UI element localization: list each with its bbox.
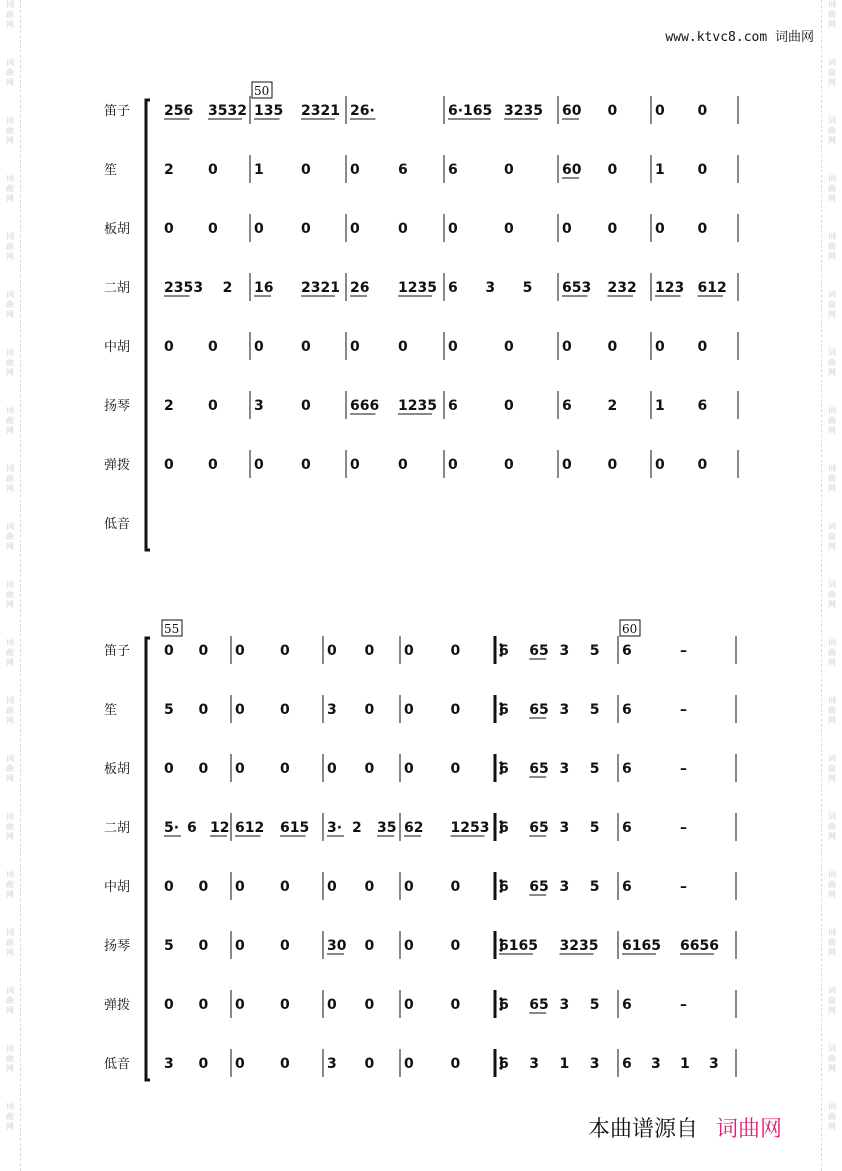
side-watermark-text: 词 曲 网 <box>828 1102 836 1131</box>
note-group: 0 <box>280 702 290 718</box>
note-group: 1 <box>680 1056 690 1072</box>
side-watermark-text: 词 曲 网 <box>6 1044 14 1073</box>
side-watermark-text: 词 曲 网 <box>6 696 14 725</box>
note-group: 5 <box>522 280 533 296</box>
source-brand: 词曲网 <box>716 1117 783 1142</box>
side-watermark-text: 词 曲 网 <box>6 1102 14 1131</box>
system-2 <box>0 610 842 1110</box>
note-group: 0 <box>235 1056 245 1072</box>
side-watermark-text: 词 曲 网 <box>6 58 14 87</box>
note-group: 0 <box>364 879 375 895</box>
note-group: – <box>680 820 687 836</box>
note-group: 5 <box>589 643 600 659</box>
note-group: 0 <box>607 221 618 237</box>
note-group: 0 <box>562 339 572 355</box>
note-group: 0 <box>404 761 414 777</box>
note-group: 0 <box>327 643 337 659</box>
note-group: 6 <box>622 643 632 659</box>
note-group: 0 <box>327 879 337 895</box>
note-group: 0 <box>364 938 375 954</box>
note-group: 0 <box>450 761 461 777</box>
note-group: 0 <box>450 938 461 954</box>
instrument-name: 低音 <box>104 517 131 532</box>
note-group: 0 <box>301 162 311 178</box>
note-group: 653 <box>562 280 592 296</box>
note-group: 0 <box>404 938 414 954</box>
note-group: 0 <box>254 457 264 473</box>
note-group: 123 <box>655 280 685 296</box>
note-group: 0 <box>607 103 618 119</box>
side-watermark-text: 词 曲 网 <box>6 348 14 377</box>
note-group: 0 <box>448 221 458 237</box>
note-group: 6 <box>499 879 509 895</box>
side-watermark-text: 词 曲 网 <box>6 406 14 435</box>
note-group: 26 <box>350 280 370 296</box>
note-group: – <box>680 761 687 777</box>
note-group: 0 <box>164 997 174 1013</box>
note-group: 5 <box>589 820 600 836</box>
side-watermark-text: 词 曲 网 <box>828 638 836 667</box>
note-group: 0 <box>655 103 665 119</box>
note-group: 1 <box>254 162 264 178</box>
instrument-name: 扬琴 <box>104 939 131 954</box>
note-group: 6165 <box>622 938 661 954</box>
note-group: 3 <box>559 820 570 836</box>
note-group: 0 <box>655 457 665 473</box>
note-group: 6 <box>448 280 458 296</box>
side-watermark-text: 词 曲 网 <box>828 0 836 29</box>
note-group: 6 <box>499 761 509 777</box>
note-group: 0 <box>504 457 514 473</box>
note-group: 35 <box>377 820 397 836</box>
note-group: 3235 <box>504 103 543 119</box>
side-watermark-text: 词 曲 网 <box>828 116 836 145</box>
note-group: 2 <box>164 162 174 178</box>
note-group: 0 <box>450 702 461 718</box>
source-prefix: 本曲谱源自 <box>588 1117 699 1142</box>
note-group: 0 <box>504 162 514 178</box>
note-group: 0 <box>164 643 174 659</box>
instrument-name: 二胡 <box>104 821 131 836</box>
side-watermark-text: 词 曲 网 <box>6 754 14 783</box>
note-group: 2321 <box>301 103 340 119</box>
note-group: 0 <box>562 457 572 473</box>
note-group: 0 <box>198 879 209 895</box>
note-group: 0 <box>280 643 290 659</box>
note-group: 0 <box>450 879 461 895</box>
side-watermark-text: 词 曲 网 <box>828 928 836 957</box>
note-group: 16 <box>254 280 274 296</box>
note-group: 6 <box>622 997 632 1013</box>
note-group: 0 <box>607 339 618 355</box>
source-credit <box>588 1112 782 1143</box>
note-group: 0 <box>697 221 708 237</box>
note-group: 0 <box>504 221 514 237</box>
note-group: 0 <box>450 1056 461 1072</box>
note-group: 2321 <box>301 280 340 296</box>
note-group: 0 <box>198 761 209 777</box>
system-bracket <box>146 638 150 1080</box>
note-group: 0 <box>404 997 414 1013</box>
note-group: 3 <box>327 1056 337 1072</box>
side-watermark-text: 词 曲 网 <box>6 580 14 609</box>
note-group: 0 <box>235 702 245 718</box>
side-watermark-text: 词 曲 网 <box>828 232 836 261</box>
note-group: 0 <box>364 643 375 659</box>
note-group: 2 <box>164 398 174 414</box>
note-group: 0 <box>254 339 264 355</box>
side-watermark-text: 词 曲 网 <box>828 870 836 899</box>
note-group: 256 <box>164 103 194 119</box>
note-group: 0 <box>450 643 461 659</box>
instrument-name: 笛子 <box>104 104 131 119</box>
note-group: 0 <box>448 457 458 473</box>
note-group: 0 <box>398 339 408 355</box>
note-group: 5 <box>164 702 174 718</box>
instrument-name: 弹拨 <box>104 458 131 473</box>
note-group: 3 <box>559 761 570 777</box>
side-watermark-text: 词 曲 网 <box>6 174 14 203</box>
note-group: 0 <box>164 221 174 237</box>
note-group: 3 <box>193 280 204 296</box>
note-group: 3 <box>164 1056 174 1072</box>
instrument-name: 中胡 <box>104 880 131 895</box>
note-group: 612 <box>235 820 265 836</box>
note-group: 6 <box>448 162 458 178</box>
note-group: 0 <box>327 761 337 777</box>
note-group: 3 <box>485 280 496 296</box>
note-group: 6 <box>622 820 632 836</box>
note-group: 30 <box>327 938 347 954</box>
side-watermark-text: 词 曲 网 <box>828 696 836 725</box>
note-group: 6·165 <box>448 103 493 119</box>
side-watermark-text: 词 曲 网 <box>6 0 14 29</box>
note-group: 0 <box>655 339 665 355</box>
note-group: 6 <box>448 398 458 414</box>
note-group: 3· <box>327 820 343 836</box>
note-group: 0 <box>164 761 174 777</box>
note-group: 0 <box>208 339 218 355</box>
instrument-name: 笙 <box>104 703 118 718</box>
note-group: 65 <box>529 643 549 659</box>
note-group: 0 <box>404 879 414 895</box>
note-group: 6656 <box>680 938 719 954</box>
note-group: 65 <box>529 702 549 718</box>
note-group: 26· <box>350 103 375 119</box>
note-group: 3 <box>529 1056 539 1072</box>
note-group: 6 <box>622 702 632 718</box>
note-group: 3 <box>327 702 337 718</box>
side-watermark-text: 词 曲 网 <box>6 290 14 319</box>
note-group: 2 <box>607 398 618 414</box>
note-group: 3 <box>559 643 570 659</box>
note-group: – <box>680 702 687 718</box>
side-watermark-text: 词 曲 网 <box>6 464 14 493</box>
note-group: 0 <box>235 938 245 954</box>
note-group: 3235 <box>559 938 599 954</box>
note-group: 1 <box>559 1056 570 1072</box>
note-group: 65 <box>529 761 549 777</box>
note-group: 3 <box>559 702 570 718</box>
side-watermark-text: 词 曲 网 <box>6 116 14 145</box>
measure-number: 55 <box>164 622 180 636</box>
note-group: 0 <box>208 221 218 237</box>
note-group: 0 <box>364 702 375 718</box>
note-group: 2 <box>222 280 233 296</box>
note-group: 6 <box>499 820 509 836</box>
note-group: 1235 <box>398 398 437 414</box>
note-group: 2 <box>352 820 362 836</box>
note-group: 0 <box>504 398 514 414</box>
note-group: 0 <box>350 221 360 237</box>
note-group: 1 <box>655 398 665 414</box>
note-group: 0 <box>198 643 209 659</box>
note-group: 0 <box>697 457 708 473</box>
note-group: 0 <box>198 702 209 718</box>
note-group: 0 <box>208 398 218 414</box>
side-watermark-text: 词 曲 网 <box>828 522 836 551</box>
note-group: 65 <box>529 997 549 1013</box>
system-bracket <box>146 100 150 550</box>
note-group: 0 <box>301 398 311 414</box>
note-group: 65 <box>529 879 549 895</box>
side-watermark-text: 词 曲 网 <box>6 870 14 899</box>
note-group: 0 <box>404 702 414 718</box>
note-group: 6165 <box>499 938 538 954</box>
note-group: 12 <box>210 820 230 836</box>
note-group: – <box>680 643 687 659</box>
note-group: 1253 <box>450 820 490 836</box>
note-group: 6 <box>187 820 197 836</box>
note-group: 0 <box>607 162 618 178</box>
note-group: 232 <box>607 280 637 296</box>
side-watermark-text: 词 曲 网 <box>828 580 836 609</box>
side-watermark-text: 词 曲 网 <box>828 464 836 493</box>
note-group: 3 <box>254 398 264 414</box>
note-group: 0 <box>327 997 337 1013</box>
instrument-name: 笛子 <box>104 644 131 659</box>
system-1 <box>0 80 842 640</box>
note-group: 0 <box>198 938 209 954</box>
note-group: 0 <box>198 1056 209 1072</box>
note-group: 0 <box>607 457 618 473</box>
note-group: 6 <box>622 879 632 895</box>
side-watermark-text: 词 曲 网 <box>828 406 836 435</box>
note-group: 0 <box>280 1056 290 1072</box>
note-group: 0 <box>404 1056 414 1072</box>
measure-number: 60 <box>622 622 638 636</box>
note-group: 60 <box>562 162 582 178</box>
note-group: 0 <box>697 339 708 355</box>
note-group: 0 <box>235 997 245 1013</box>
site-url: www.ktvc8.com 词曲网 <box>665 30 814 45</box>
note-group: 0 <box>301 339 311 355</box>
note-group: 3 <box>709 1056 719 1072</box>
note-group: 62 <box>404 820 424 836</box>
note-group: 0 <box>697 162 708 178</box>
side-watermark-text: 词 曲 网 <box>828 290 836 319</box>
note-group: 60 <box>562 103 582 119</box>
note-group: 6 <box>499 1056 509 1072</box>
note-group: 0 <box>364 1056 375 1072</box>
note-group: 615 <box>280 820 310 836</box>
note-group: 1 <box>655 162 665 178</box>
note-group: 0 <box>235 879 245 895</box>
note-group: 0 <box>198 997 209 1013</box>
note-group: 0 <box>280 761 290 777</box>
note-group: 0 <box>280 938 290 954</box>
note-group: 0 <box>450 997 461 1013</box>
instrument-name: 中胡 <box>104 340 131 355</box>
note-group: 3532 <box>208 103 247 119</box>
note-group: 0 <box>364 997 375 1013</box>
instrument-name: 笙 <box>104 163 118 178</box>
note-group: 235 <box>164 280 194 296</box>
note-group: 135 <box>254 103 284 119</box>
side-watermark-text: 词 曲 网 <box>6 928 14 957</box>
note-group: 0 <box>562 221 572 237</box>
note-group: 0 <box>254 221 264 237</box>
note-group: 0 <box>164 339 174 355</box>
note-group: 3 <box>559 879 570 895</box>
note-group: 3 <box>559 997 570 1013</box>
note-group: 6 <box>499 643 509 659</box>
side-watermark-text: 词 曲 网 <box>828 1044 836 1073</box>
note-group: 5 <box>589 997 600 1013</box>
note-group: 0 <box>235 643 245 659</box>
note-group: 3 <box>651 1056 661 1072</box>
note-group: 1235 <box>398 280 437 296</box>
note-group: 0 <box>280 879 290 895</box>
side-watermark-text: 词 曲 网 <box>6 638 14 667</box>
measure-number: 50 <box>254 84 270 98</box>
note-group: 65 <box>529 820 549 836</box>
note-group: 6 <box>622 761 632 777</box>
note-group: 666 <box>350 398 380 414</box>
note-group: 6 <box>398 162 408 178</box>
note-group: 0 <box>448 339 458 355</box>
instrument-name: 低音 <box>104 1057 131 1072</box>
note-group: 0 <box>350 457 360 473</box>
note-group: 5 <box>164 938 174 954</box>
note-group: 0 <box>301 457 311 473</box>
note-group: 6 <box>499 702 509 718</box>
note-group: 5 <box>589 702 600 718</box>
instrument-name: 弹拨 <box>104 998 131 1013</box>
instrument-name: 二胡 <box>104 281 131 296</box>
note-group: 0 <box>655 221 665 237</box>
side-watermark-text: 词 曲 网 <box>828 986 836 1015</box>
note-group: 6 <box>499 997 509 1013</box>
note-group: 0 <box>504 339 514 355</box>
note-group: – <box>680 997 687 1013</box>
note-group: 6 <box>562 398 572 414</box>
side-watermark-text: 词 曲 网 <box>828 58 836 87</box>
note-group: 0 <box>208 457 218 473</box>
note-group: 0 <box>208 162 218 178</box>
note-group: 0 <box>235 761 245 777</box>
note-group: 6 <box>622 1056 632 1072</box>
note-group: 612 <box>697 280 727 296</box>
note-group: 0 <box>280 997 290 1013</box>
note-group: 0 <box>350 162 360 178</box>
side-watermark-text: 词 曲 网 <box>6 232 14 261</box>
note-group: 0 <box>164 879 174 895</box>
note-group: 0 <box>404 643 414 659</box>
note-group: 0 <box>364 761 375 777</box>
side-watermark-text: 词 曲 网 <box>6 812 14 841</box>
side-watermark-text: 词 曲 网 <box>828 812 836 841</box>
note-group: 0 <box>398 457 408 473</box>
side-watermark-text: 词 曲 网 <box>6 986 14 1015</box>
note-group: – <box>680 879 687 895</box>
side-watermark-text: 词 曲 网 <box>6 522 14 551</box>
note-group: 0 <box>164 457 174 473</box>
note-group: 0 <box>350 339 360 355</box>
side-watermark-text: 词 曲 网 <box>828 348 836 377</box>
note-group: 0 <box>301 221 311 237</box>
note-group: 0 <box>697 103 708 119</box>
note-group: 5 <box>589 761 600 777</box>
note-group: 6 <box>697 398 708 414</box>
note-group: 0 <box>398 221 408 237</box>
side-watermark-text: 词 曲 网 <box>828 754 836 783</box>
note-group: 5 <box>589 879 600 895</box>
side-watermark-text: 词 曲 网 <box>828 174 836 203</box>
instrument-name: 板胡 <box>104 222 131 237</box>
instrument-name: 扬琴 <box>104 399 131 414</box>
note-group: 3 <box>589 1056 600 1072</box>
instrument-name: 板胡 <box>104 762 131 777</box>
note-group: 5· <box>164 820 180 836</box>
